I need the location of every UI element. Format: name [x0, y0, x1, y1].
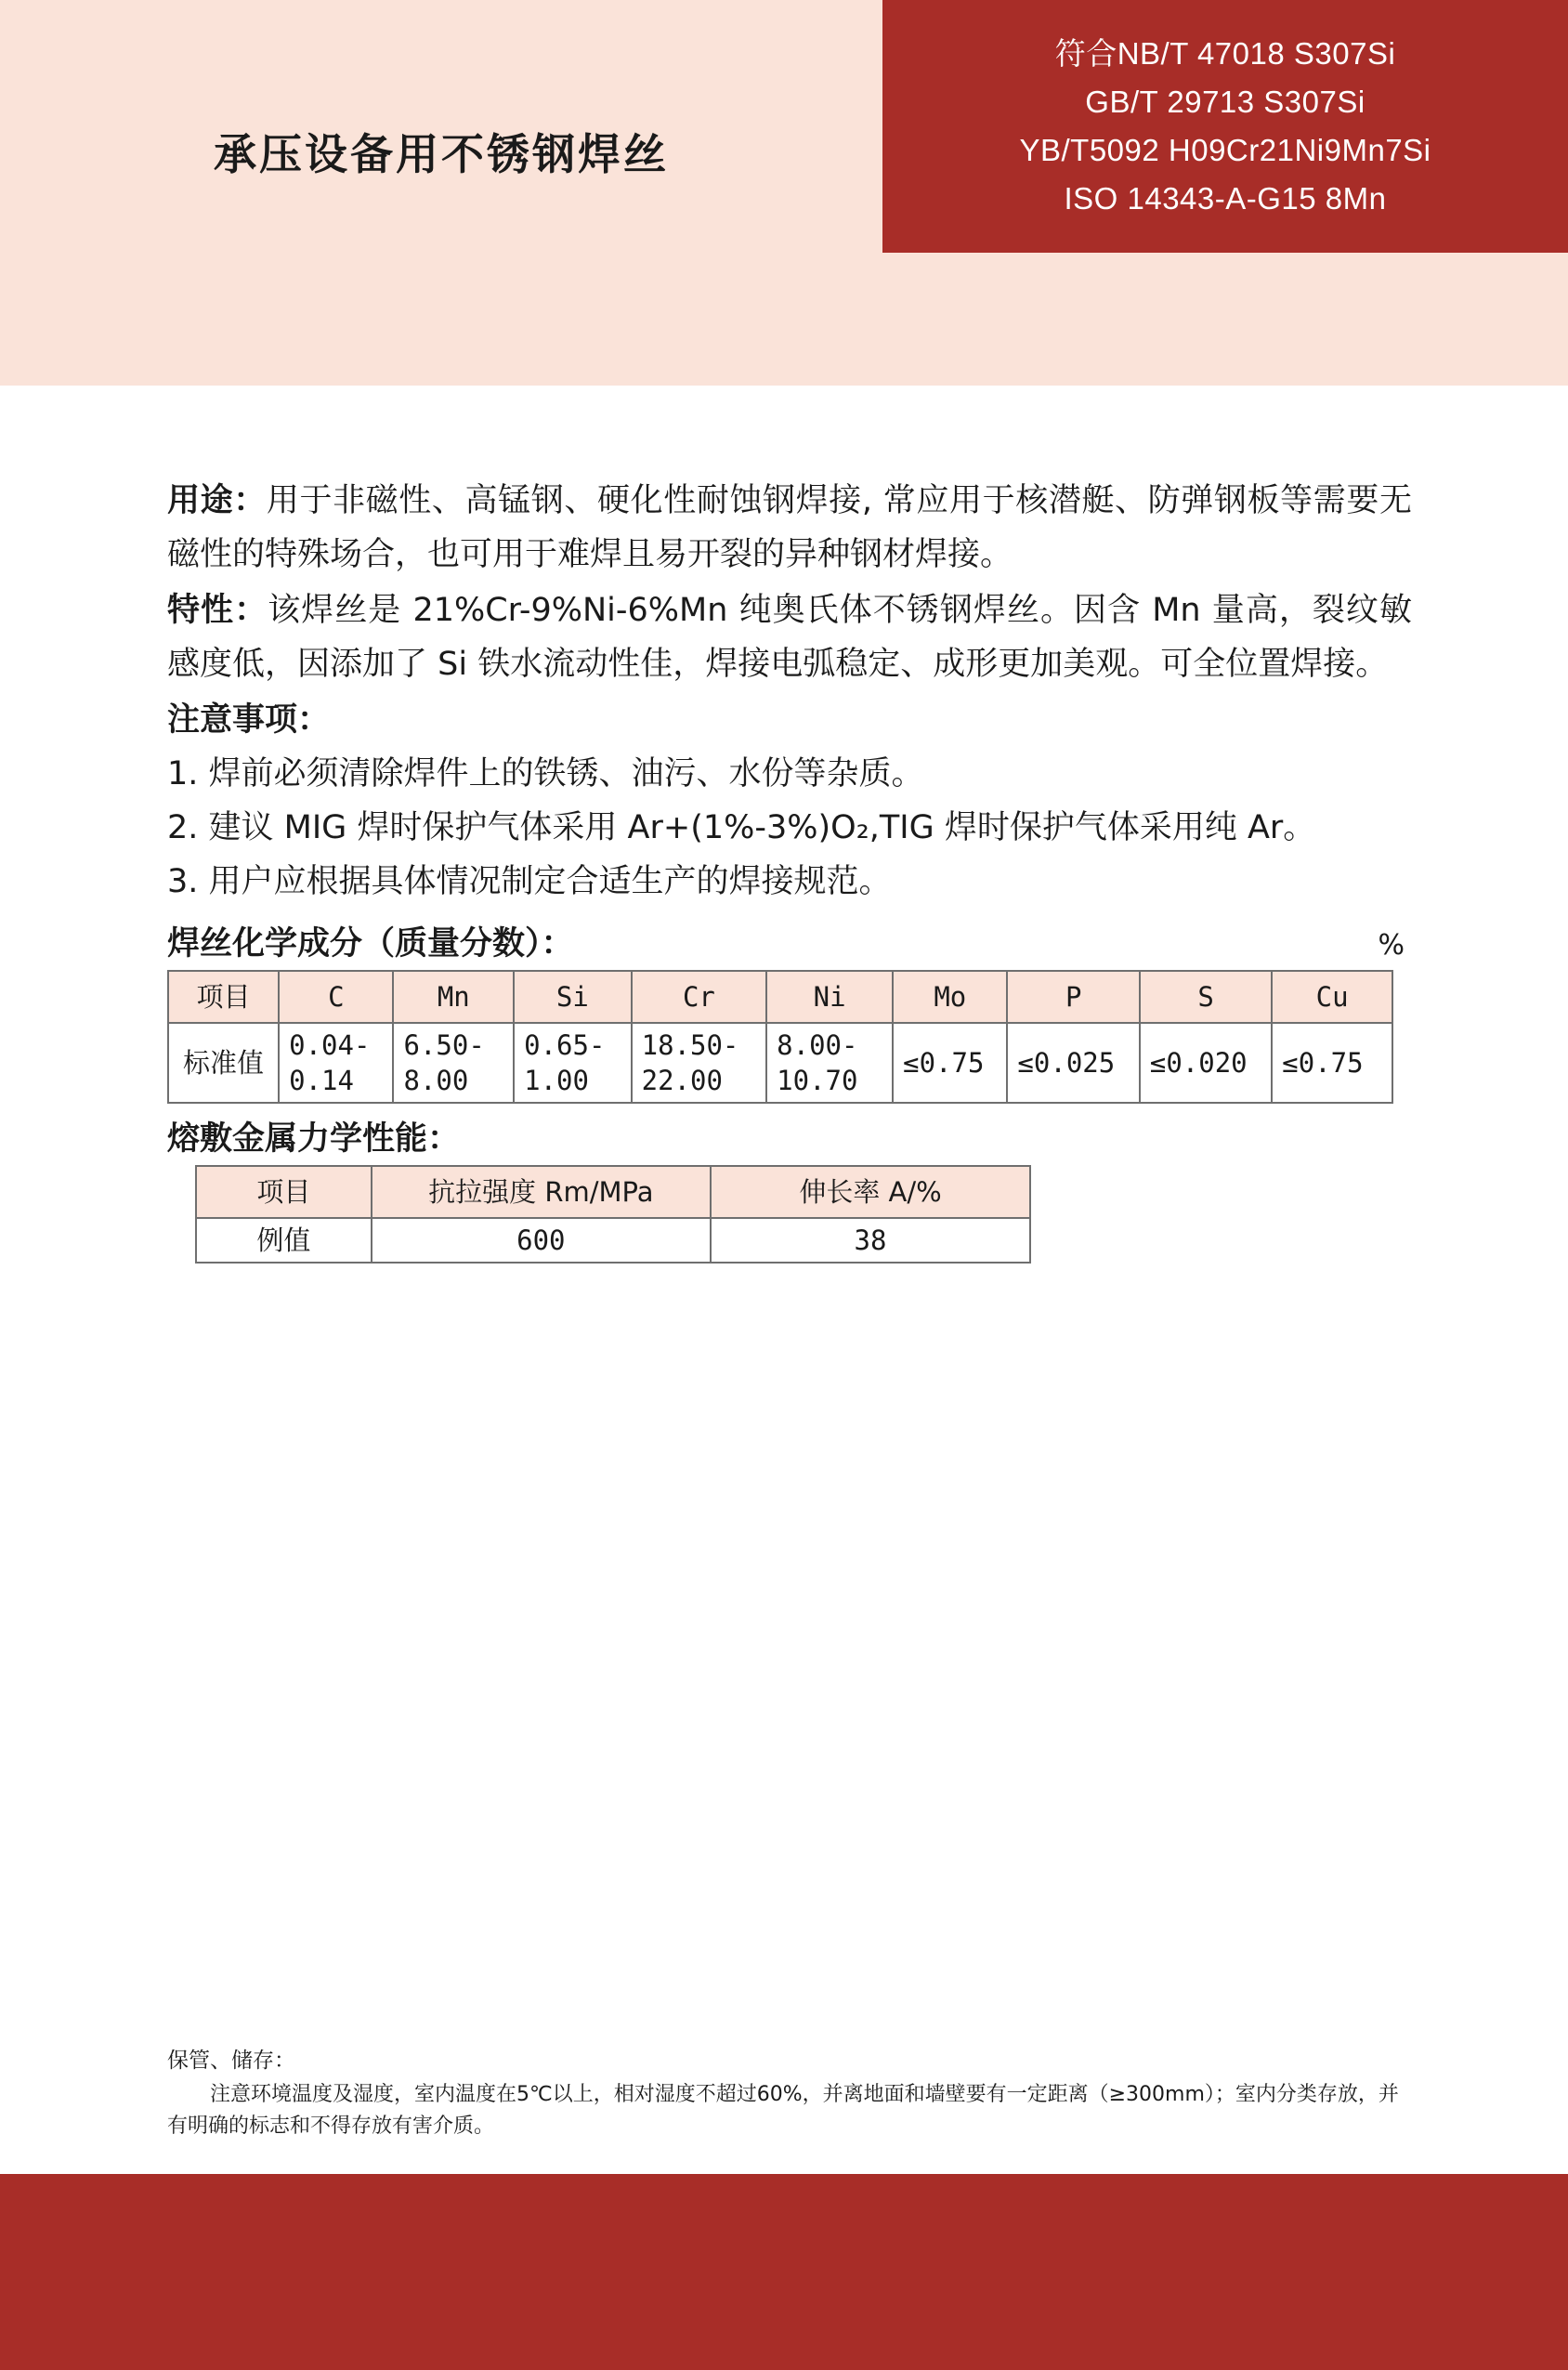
footer-bar [0, 2174, 1568, 2370]
table-header-cell: S [1140, 971, 1272, 1023]
table-header-row [196, 1166, 1030, 1218]
row-label: 例值 [196, 1218, 372, 1263]
mech-table-header [167, 1113, 1412, 1159]
mechanical-properties-table [195, 1165, 1031, 1264]
table-header-cell: Ni [766, 971, 893, 1023]
table-cell: 600 [372, 1218, 711, 1263]
storage-note-text: 注意环境温度及湿度，室内温度在5℃以上，相对湿度不超过60%，并离地面和墙壁要有一定距离（≥300mm）；室内分类存放，并有明确的标志和不得存放有害介质。 [167, 2083, 1399, 2138]
table-header-cell: 伸长率 A/% [711, 1166, 1030, 1218]
table-cell: 0.65-1.00 [514, 1023, 632, 1103]
usage-text: 用于非磁性、高锰钢、硬化性耐蚀钢焊接, 常应用于核潜艇、防弹钢板等需要无磁性的特殊场合，也可用于难焊且易开裂的异种钢材焊接。 [167, 482, 1412, 573]
chem-table-unit: % [1378, 929, 1405, 962]
chem-table-title: 焊丝化学成分（质量分数）： [167, 925, 574, 962]
table-cell: 0.04-0.14 [279, 1023, 393, 1103]
table-cell: ≤0.75 [1272, 1023, 1392, 1103]
mech-table-title: 熔敷金属力学性能： [167, 1120, 461, 1158]
standard-line: GB/T 29713 S307Si [1085, 85, 1365, 119]
table-header-cell: Cu [1272, 971, 1392, 1023]
notes-label: 注意事项： [167, 701, 331, 739]
note-item: 2. 建议 MIG 焊时保护气体采用 Ar+(1%-3%)O₂,TIG 焊时保护气体采用纯 Ar。 [167, 809, 1316, 846]
note-item: 1. 焊前必须清除焊件上的铁锈、油污、水份等杂质。 [167, 755, 924, 792]
usage-paragraph [167, 474, 1412, 582]
chem-table-header [167, 918, 1412, 964]
table-header-cell: 项目 [168, 971, 279, 1023]
row-label: 标准值 [168, 1023, 279, 1103]
table-header-cell: 抗拉强度 Rm/MPa [372, 1166, 711, 1218]
standard-line: 符合NB/T 47018 S307Si [1054, 36, 1396, 71]
table-cell: ≤0.025 [1007, 1023, 1139, 1103]
table-header-cell: P [1007, 971, 1139, 1023]
table-cell: 38 [711, 1218, 1030, 1263]
table-cell: ≤0.020 [1140, 1023, 1272, 1103]
feature-text: 该焊丝是 21%Cr-9%Ni-6%Mn 纯奥氏体不锈钢焊丝。因含 Mn 量高，裂纹敏感度低，因添加了 Si 铁水流动性佳，焊接电弧稳定、成形更加美观。可全位置焊接。 [167, 592, 1412, 683]
usage-label: 用途： [167, 482, 267, 519]
chemical-composition-table [167, 970, 1393, 1104]
table-header-cell: Si [514, 971, 632, 1023]
table-header-cell: Mo [893, 971, 1007, 1023]
table-row [168, 1023, 1392, 1103]
note-item: 3. 用户应根据具体情况制定合适生产的焊接规范。 [167, 863, 892, 900]
standard-line: YB/T5092 H09Cr21Ni9Mn7Si [1019, 133, 1431, 167]
document-content [167, 474, 1412, 1264]
table-cell: 6.50-8.00 [393, 1023, 514, 1103]
standards-block [882, 0, 1568, 253]
storage-note-title: 保管、储存： [167, 2049, 295, 2073]
storage-note [167, 2044, 1403, 2142]
table-cell: 8.00-10.70 [766, 1023, 893, 1103]
table-cell: ≤0.75 [893, 1023, 1007, 1103]
page-title: 承压设备用不锈钢焊丝 [214, 129, 669, 179]
table-header-cell: Mn [393, 971, 514, 1023]
feature-paragraph [167, 583, 1412, 691]
table-cell: 18.50-22.00 [632, 1023, 767, 1103]
page-header [0, 0, 1568, 386]
feature-label: 特性： [167, 592, 268, 629]
table-header-cell: Cr [632, 971, 767, 1023]
table-header-cell: 项目 [196, 1166, 372, 1218]
table-header-cell: C [279, 971, 393, 1023]
table-row [196, 1218, 1030, 1263]
table-header-row [168, 971, 1392, 1023]
standard-line: ISO 14343-A-G15 8Mn [1064, 181, 1387, 216]
